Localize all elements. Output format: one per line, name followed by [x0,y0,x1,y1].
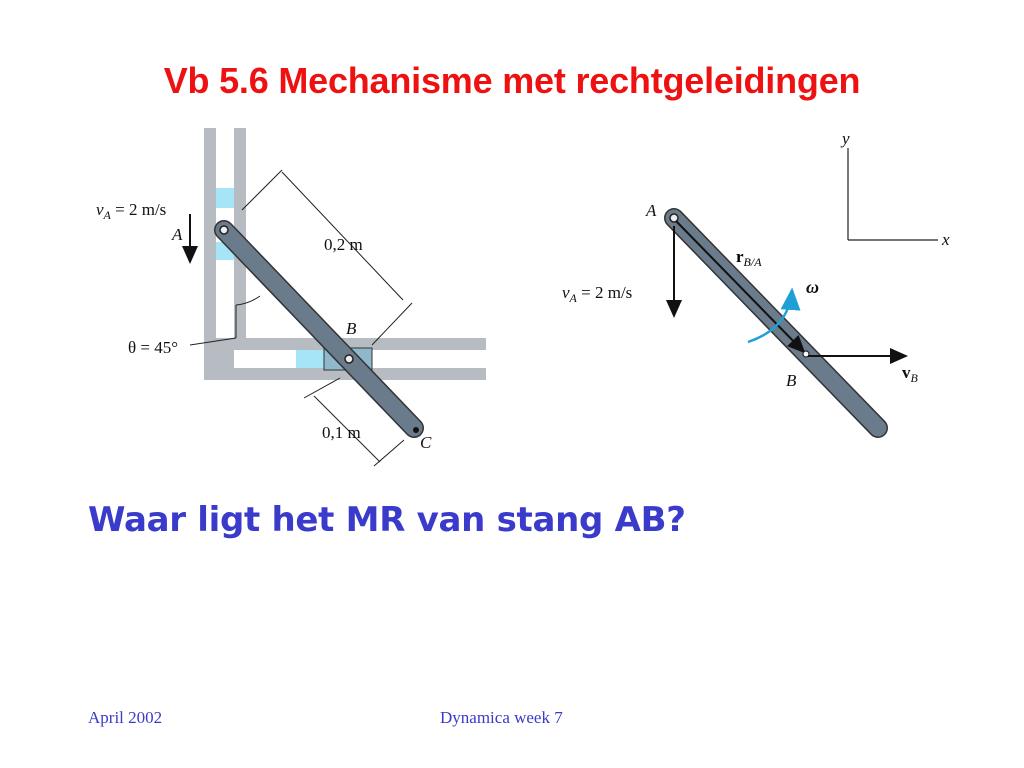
rba-vector [676,221,804,352]
point-b-label-left: B [346,319,357,338]
dim-bc-label: 0,1 m [322,423,361,442]
point-c-label: C [420,433,432,452]
xy-axes [848,148,938,240]
point-a-label-right: A [646,201,657,220]
rba-label: $r_{B/A}$ [736,247,762,269]
dim-ab-label: 0,2 m [324,235,363,254]
footer-date: April 2002 [88,708,163,727]
va-label-left: $v_A = 2$ m/s [96,200,167,222]
point-a-label-left: A [172,225,183,244]
omega-label: ω [806,277,820,297]
axis-x-label: x [942,230,950,249]
slide-title: Vb 5.6 Mechanisme met rechtgeleidingen [163,60,861,101]
vb-label: $v_B$ [902,363,918,385]
point-b-label-right: B [786,371,797,390]
va-label-right: $v_A = 2$ m/s [562,283,633,305]
question-text: Waar ligt het MR van stang AB? [88,500,686,540]
footer-course: Dynamica week 7 [440,708,563,727]
axis-y-label: y [842,129,850,148]
angle-label: θ = 45° [128,338,179,357]
